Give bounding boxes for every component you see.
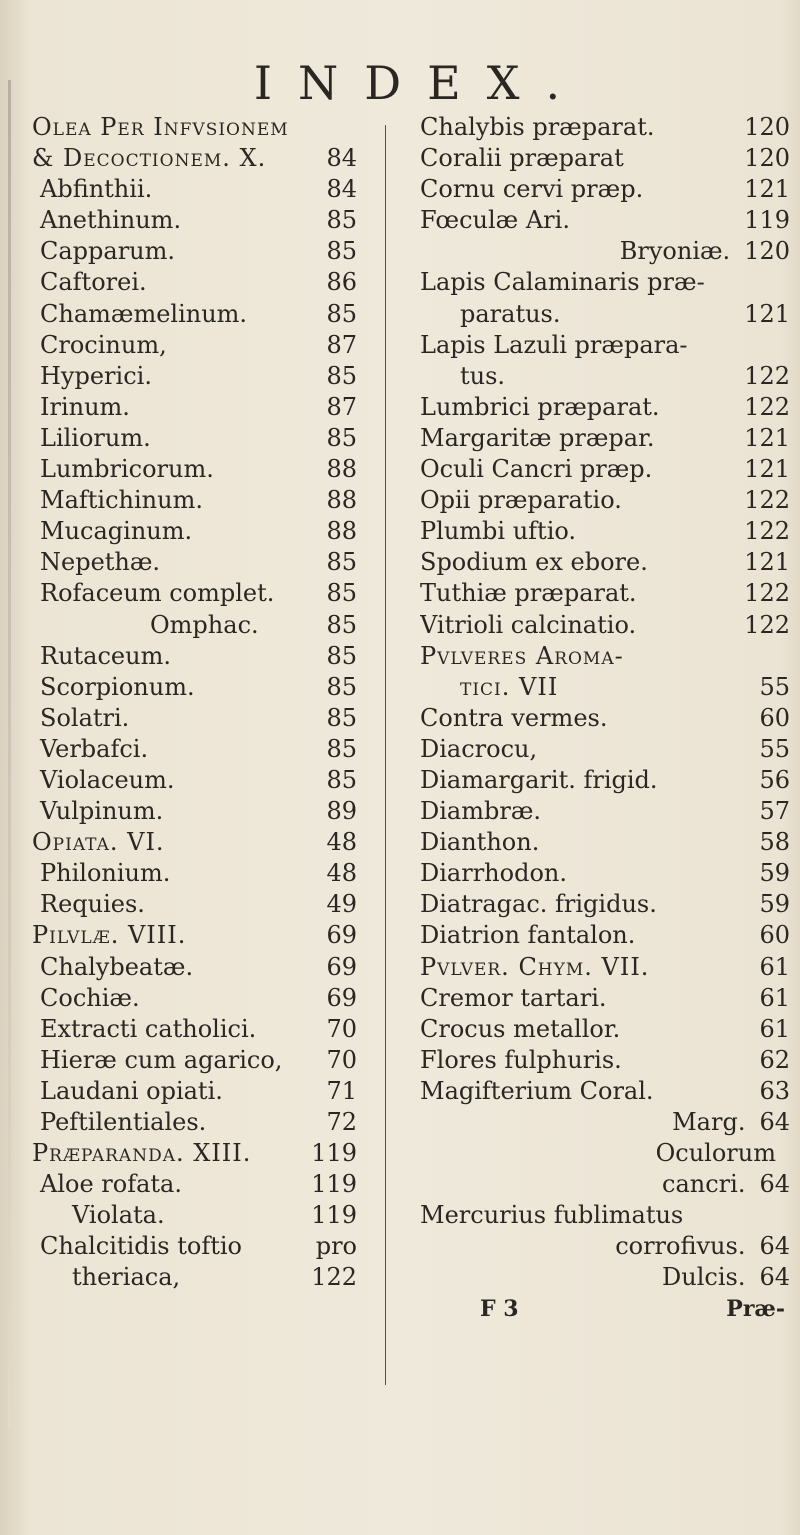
entry-text: Anethinum. xyxy=(40,206,182,235)
entry-text: Capparum. xyxy=(40,237,176,266)
entry-page-number: 57 xyxy=(759,797,790,826)
entry-page-number: 87 xyxy=(326,392,357,421)
entry-page-number: 120 xyxy=(744,237,790,266)
entry-text: Pvlver. Chym. VII. xyxy=(420,952,650,981)
index-entry xyxy=(420,827,790,858)
entry-text: Vulpinum. xyxy=(40,797,164,826)
entry-page-number: 59 xyxy=(759,859,790,888)
right-column xyxy=(420,112,790,1325)
entry-page-number: 85 xyxy=(326,361,357,390)
index-entry xyxy=(420,1014,790,1045)
entry-text: Diatragac. frigidus. xyxy=(420,890,657,919)
entry-page-number: 88 xyxy=(326,486,357,515)
index-entry xyxy=(420,1138,790,1169)
index-entry xyxy=(420,174,790,205)
index-entry xyxy=(32,516,357,547)
index-entry xyxy=(32,1045,357,1076)
entry-page-number: 85 xyxy=(326,672,357,701)
entry-page-number: 69 xyxy=(326,921,357,950)
entry-text: Violata. xyxy=(72,1201,165,1230)
entry-page-number: 87 xyxy=(326,330,357,359)
entry-text: Lapis Calaminaris præ- xyxy=(420,268,705,297)
entry-text: Irinum. xyxy=(40,392,130,421)
index-entry xyxy=(420,236,790,267)
index-entry xyxy=(32,1200,357,1231)
entry-text: Tuthiæ præparat. xyxy=(420,579,637,608)
entry-text: Olea Per Infvsionem xyxy=(32,113,289,141)
entry-page-number: 72 xyxy=(326,1108,357,1136)
index-entry xyxy=(32,952,357,983)
index-entry xyxy=(32,236,357,267)
index-entry xyxy=(32,454,357,485)
entry-text: Laudani opiati. xyxy=(40,1076,223,1105)
index-entry xyxy=(420,1076,790,1107)
index-entry xyxy=(420,765,790,796)
entry-page-number: 64 xyxy=(759,1108,790,1136)
entry-page-number: 122 xyxy=(744,579,790,608)
entry-page-number: 119 xyxy=(744,206,790,235)
entry-text: Lumbricorum. xyxy=(40,455,214,484)
entry-page-number: 122 xyxy=(744,392,790,421)
entry-text: Plumbi uftio. xyxy=(420,517,577,546)
entry-text: Rutaceum. xyxy=(40,641,171,670)
entry-text: Diambræ. xyxy=(420,797,542,826)
entry-text: Chalcitidis toftio xyxy=(40,1232,242,1261)
index-entry xyxy=(32,361,357,392)
entry-text: Margaritæ præpar. xyxy=(420,423,655,452)
entry-page-number: 70 xyxy=(326,1014,357,1043)
entry-page-number: 64 xyxy=(759,1232,790,1261)
index-entry xyxy=(420,1231,790,1262)
entry-page-number: 88 xyxy=(326,517,357,546)
entry-page-number: 88 xyxy=(326,455,357,484)
entry-page-number: 61 xyxy=(759,952,790,981)
index-entry xyxy=(32,672,357,703)
entry-text: Chalybis præparat. xyxy=(420,113,655,141)
index-entry xyxy=(32,1231,357,1262)
entry-page-number: 119 xyxy=(311,1201,357,1230)
index-entry xyxy=(420,672,790,703)
index-entry xyxy=(32,299,357,330)
entry-text: tici. VII xyxy=(460,672,559,701)
entry-text: Aloe rofata. xyxy=(40,1170,182,1199)
entry-page-number: 60 xyxy=(759,703,790,732)
entry-text: Dianthon. xyxy=(420,828,540,857)
index-entry xyxy=(32,796,357,827)
entry-text: cancri. xyxy=(662,1170,746,1199)
entry-text: Bryoniæ. xyxy=(619,237,731,266)
entry-page-number: 58 xyxy=(759,828,790,857)
entry-page-number: 119 xyxy=(311,1139,357,1168)
index-entry xyxy=(32,858,357,889)
index-entry xyxy=(32,610,357,641)
entry-text: Pvlveres Aroma- xyxy=(420,641,624,670)
index-entry xyxy=(420,361,790,392)
index-entry xyxy=(420,952,790,983)
index-entry xyxy=(32,1138,357,1169)
entry-text: Solatri. xyxy=(40,703,130,732)
index-entry xyxy=(32,889,357,920)
entry-page-number: 122 xyxy=(744,486,790,515)
entry-text: Requies. xyxy=(40,890,145,919)
entry-page-number: 121 xyxy=(744,175,790,204)
entry-page-number: 69 xyxy=(326,952,357,981)
entry-page-number: 120 xyxy=(744,144,790,173)
entry-text: Hieræ cum agarico, xyxy=(40,1045,283,1074)
index-entry xyxy=(420,143,790,174)
entry-text: Pilvlæ. VIII. xyxy=(32,921,187,950)
entry-text: Omphac. xyxy=(150,610,259,639)
index-entry xyxy=(420,734,790,765)
entry-page-number: 121 xyxy=(744,548,790,577)
index-entry xyxy=(420,485,790,516)
entry-text: Diamargarit. frigid. xyxy=(420,765,658,794)
entry-text: Mucaginum. xyxy=(40,517,193,546)
entry-text: & Decoctionem. X. xyxy=(32,144,267,173)
entry-text: tus. xyxy=(460,361,506,390)
entry-page-number: 49 xyxy=(326,890,357,919)
entry-page-number: 71 xyxy=(326,1076,357,1105)
entry-page-number: 119 xyxy=(311,1170,357,1199)
index-entry xyxy=(420,392,790,423)
index-entry xyxy=(32,641,357,672)
index-entry xyxy=(420,299,790,330)
index-entry xyxy=(420,703,790,734)
entry-page-number: 85 xyxy=(326,237,357,266)
entry-text: paratus. xyxy=(460,299,561,328)
entry-text: Chalybeatæ. xyxy=(40,952,194,981)
entry-text: Crocinum, xyxy=(40,330,167,359)
index-entry xyxy=(32,1014,357,1045)
index-entry xyxy=(32,174,357,205)
entry-page-number: 56 xyxy=(759,765,790,794)
entry-text: Lumbrici præparat. xyxy=(420,392,660,421)
entry-page-number: 64 xyxy=(759,1170,790,1199)
index-entry xyxy=(420,423,790,454)
index-entry xyxy=(420,920,790,951)
entry-page-number: 120 xyxy=(744,113,790,141)
catchword: Præ- xyxy=(726,1295,785,1322)
index-entry xyxy=(32,578,357,609)
entry-page-number: 85 xyxy=(326,734,357,763)
entry-text: Marg. xyxy=(672,1108,746,1136)
index-entry xyxy=(32,1076,357,1107)
page-footer xyxy=(420,1294,790,1325)
index-entry xyxy=(420,610,790,641)
entry-page-number: 55 xyxy=(759,672,790,701)
entry-text: Cochiæ. xyxy=(40,983,140,1012)
index-entry xyxy=(420,330,790,361)
entry-page-number: 122 xyxy=(744,610,790,639)
entry-text: Opii præparatio. xyxy=(420,486,622,515)
entry-text: Oculorum xyxy=(655,1139,776,1168)
entry-text: Coralii præparat xyxy=(420,144,624,173)
index-entry xyxy=(420,641,790,672)
entry-page-number: 63 xyxy=(759,1076,790,1105)
index-entry xyxy=(32,330,357,361)
entry-text: Caftorei. xyxy=(40,268,147,297)
entry-text: Fœculæ Ari. xyxy=(420,206,570,235)
entry-page-number: 121 xyxy=(744,299,790,328)
entry-page-number: 85 xyxy=(326,299,357,328)
entry-text: Chamæmelinum. xyxy=(40,299,248,328)
entry-page-number: 121 xyxy=(744,455,790,484)
entry-page-number: 84 xyxy=(326,144,357,173)
entry-page-number: 85 xyxy=(326,548,357,577)
page-edge-shadow xyxy=(8,80,11,1430)
entry-text: Hyperici. xyxy=(40,361,152,390)
entry-page-number: 86 xyxy=(326,268,357,297)
entry-page-number: 61 xyxy=(759,983,790,1012)
column-divider xyxy=(385,125,386,1385)
index-entry xyxy=(32,920,357,951)
index-entry xyxy=(420,1107,790,1138)
entry-text: Diarrhodon. xyxy=(420,859,567,888)
index-entry xyxy=(420,1200,790,1231)
entry-text: Philonium. xyxy=(40,859,171,888)
entry-page-number: 85 xyxy=(326,641,357,670)
entry-text: Diatrion fantalon. xyxy=(420,921,636,950)
entry-text: Cremor tartari. xyxy=(420,983,607,1012)
entry-text: Rofaceum complet. xyxy=(40,579,275,608)
index-entry xyxy=(420,1169,790,1200)
entry-text: Maftichinum. xyxy=(40,486,203,515)
index-entry xyxy=(420,516,790,547)
index-entry xyxy=(420,205,790,236)
entry-page-number: 59 xyxy=(759,890,790,919)
entry-page-number: 69 xyxy=(326,983,357,1012)
index-entry xyxy=(32,485,357,516)
index-entry xyxy=(32,423,357,454)
entry-page-number: 55 xyxy=(759,734,790,763)
index-entry xyxy=(32,392,357,423)
entry-text: Cornu cervi præp. xyxy=(420,175,644,204)
index-entry xyxy=(420,1045,790,1076)
left-column xyxy=(32,112,357,1294)
entry-text: Peftilentiales. xyxy=(40,1108,207,1136)
entry-page-number: pro xyxy=(315,1232,357,1261)
index-entry xyxy=(32,547,357,578)
entry-text: corrofivus. xyxy=(615,1232,746,1261)
index-entry xyxy=(32,983,357,1014)
entry-page-number: 121 xyxy=(744,423,790,452)
entry-page-number: 85 xyxy=(326,703,357,732)
entry-page-number: 84 xyxy=(326,175,357,204)
entry-page-number: 122 xyxy=(311,1263,357,1292)
entry-page-number: 60 xyxy=(759,921,790,950)
entry-text: Liliorum. xyxy=(40,423,151,452)
entry-text: Abfinthii. xyxy=(40,175,153,204)
entry-text: theriaca, xyxy=(72,1263,181,1292)
index-entry xyxy=(420,858,790,889)
index-entry xyxy=(32,1107,357,1138)
index-entry xyxy=(32,734,357,765)
signature-mark: F 3 xyxy=(480,1295,519,1322)
index-entry xyxy=(420,578,790,609)
index-entry xyxy=(32,1262,357,1293)
index-entry xyxy=(420,1262,790,1293)
index-heading: INDEX. xyxy=(253,56,587,110)
entry-page-number: 64 xyxy=(759,1263,790,1292)
entry-text: Lapis Lazuli præpara- xyxy=(420,330,688,359)
index-entry xyxy=(32,267,357,298)
index-entry xyxy=(32,703,357,734)
entry-text: Dulcis. xyxy=(662,1263,746,1292)
index-entry xyxy=(32,765,357,796)
index-entry xyxy=(420,889,790,920)
entry-text: Flores fulphuris. xyxy=(420,1045,622,1074)
entry-page-number: 85 xyxy=(326,765,357,794)
entry-text: Diacrocu, xyxy=(420,734,538,763)
entry-page-number: 122 xyxy=(744,361,790,390)
index-entry xyxy=(32,827,357,858)
entry-page-number: 85 xyxy=(326,206,357,235)
index-entry xyxy=(420,454,790,485)
index-entry xyxy=(420,796,790,827)
entry-text: Violaceum. xyxy=(40,765,175,794)
entry-text: Extracti catholici. xyxy=(40,1014,257,1043)
entry-page-number: 48 xyxy=(326,859,357,888)
entry-text: Præparanda. XIII. xyxy=(32,1139,252,1168)
entry-text: Verbafci. xyxy=(40,734,149,763)
index-entry xyxy=(32,112,357,143)
entry-text: Nepethæ. xyxy=(40,548,161,577)
entry-page-number: 85 xyxy=(326,579,357,608)
index-entry xyxy=(420,267,790,298)
entry-page-number: 122 xyxy=(744,517,790,546)
entry-page-number: 62 xyxy=(759,1045,790,1074)
entry-text: Mercurius fublimatus xyxy=(420,1201,684,1230)
entry-page-number: 85 xyxy=(326,610,357,639)
index-entry xyxy=(420,112,790,143)
entry-page-number: 61 xyxy=(759,1014,790,1043)
entry-text: Crocus metallor. xyxy=(420,1014,621,1043)
index-entry xyxy=(420,983,790,1014)
entry-page-number: 70 xyxy=(326,1045,357,1074)
entry-text: Contra vermes. xyxy=(420,703,608,732)
index-entry xyxy=(420,547,790,578)
entry-text: Opiata. VI. xyxy=(32,828,165,857)
entry-text: Oculi Cancri præp. xyxy=(420,455,653,484)
entry-page-number: 85 xyxy=(326,423,357,452)
entry-text: Magifterium Coral. xyxy=(420,1076,654,1105)
entry-text: Spodium ex ebore. xyxy=(420,548,648,577)
entry-text: Vitrioli calcinatio. xyxy=(420,610,637,639)
entry-text: Scorpionum. xyxy=(40,672,195,701)
index-entry xyxy=(32,205,357,236)
index-entry xyxy=(32,1169,357,1200)
index-entry xyxy=(32,143,357,174)
entry-page-number: 48 xyxy=(326,828,357,857)
entry-page-number: 89 xyxy=(326,797,357,826)
